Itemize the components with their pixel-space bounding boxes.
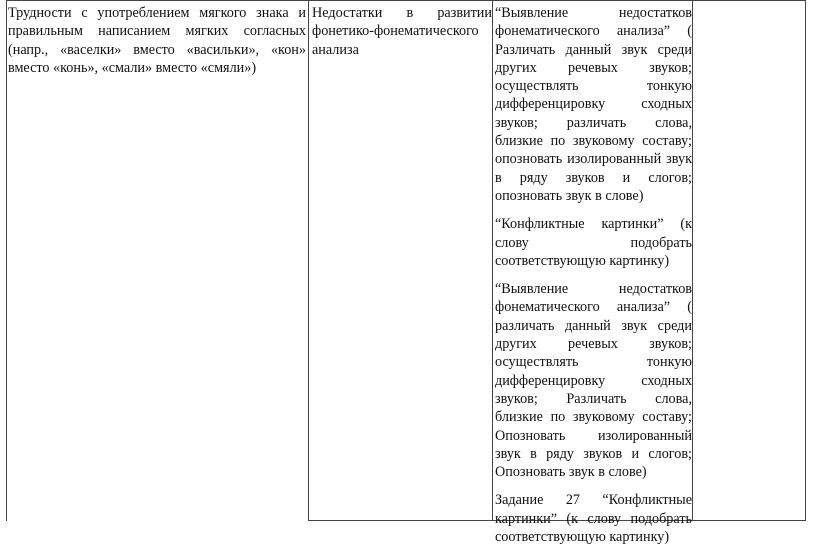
column-divider-2 [492, 1, 493, 521]
column-divider-3 [692, 1, 693, 521]
exercises-cell [495, 4, 692, 546]
table-border-right [805, 1, 806, 521]
deficit-text: Недостатки в развитии фонетико-фонематического анализа [312, 5, 492, 58]
exercise-paragraph: “Выявление недостатков фонематического анализа” ( Различать данный звук среди других речевых звуков; осуществлять тонкую дифференцировку сходных звуков; различать слова, близкие по звуковому составу; опозновать изолированный звук в ряду звуков и слогов; опозновать звук в слове) [495, 5, 692, 204]
column-divider-1 [308, 1, 309, 521]
difficulty-text: Трудности с употреблением мягкого знака и правильным написанием мягких согласных (напр., «васелки» вместо «васильки», «кон» вместо «конь», «смали» вместо «смяли») [8, 5, 306, 76]
exercise-paragraph: “Выявление недостатков фонематического анализа” ( различать данный звук среди других речевых звуков; осуществлять тонкую дифференцировку сходных звуков; Различать слова, близкие по звуковому составу; Опозновать изолированный звук в ряду звуков и слогов; Опозновать звук в слове) [495, 281, 692, 481]
exercise-paragraph: “Конфликтные картинки” (к слову подобрать соответствующую картинку) [495, 216, 692, 269]
diagnostics-table [6, 0, 806, 546]
deficit-cell [312, 4, 492, 59]
exercise-paragraph: Задание 27 “Конфликтные картинки” (к слову подобрать соответствующую картинку) [495, 492, 692, 546]
difficulty-cell [8, 4, 306, 77]
table-border-left [6, 1, 7, 521]
